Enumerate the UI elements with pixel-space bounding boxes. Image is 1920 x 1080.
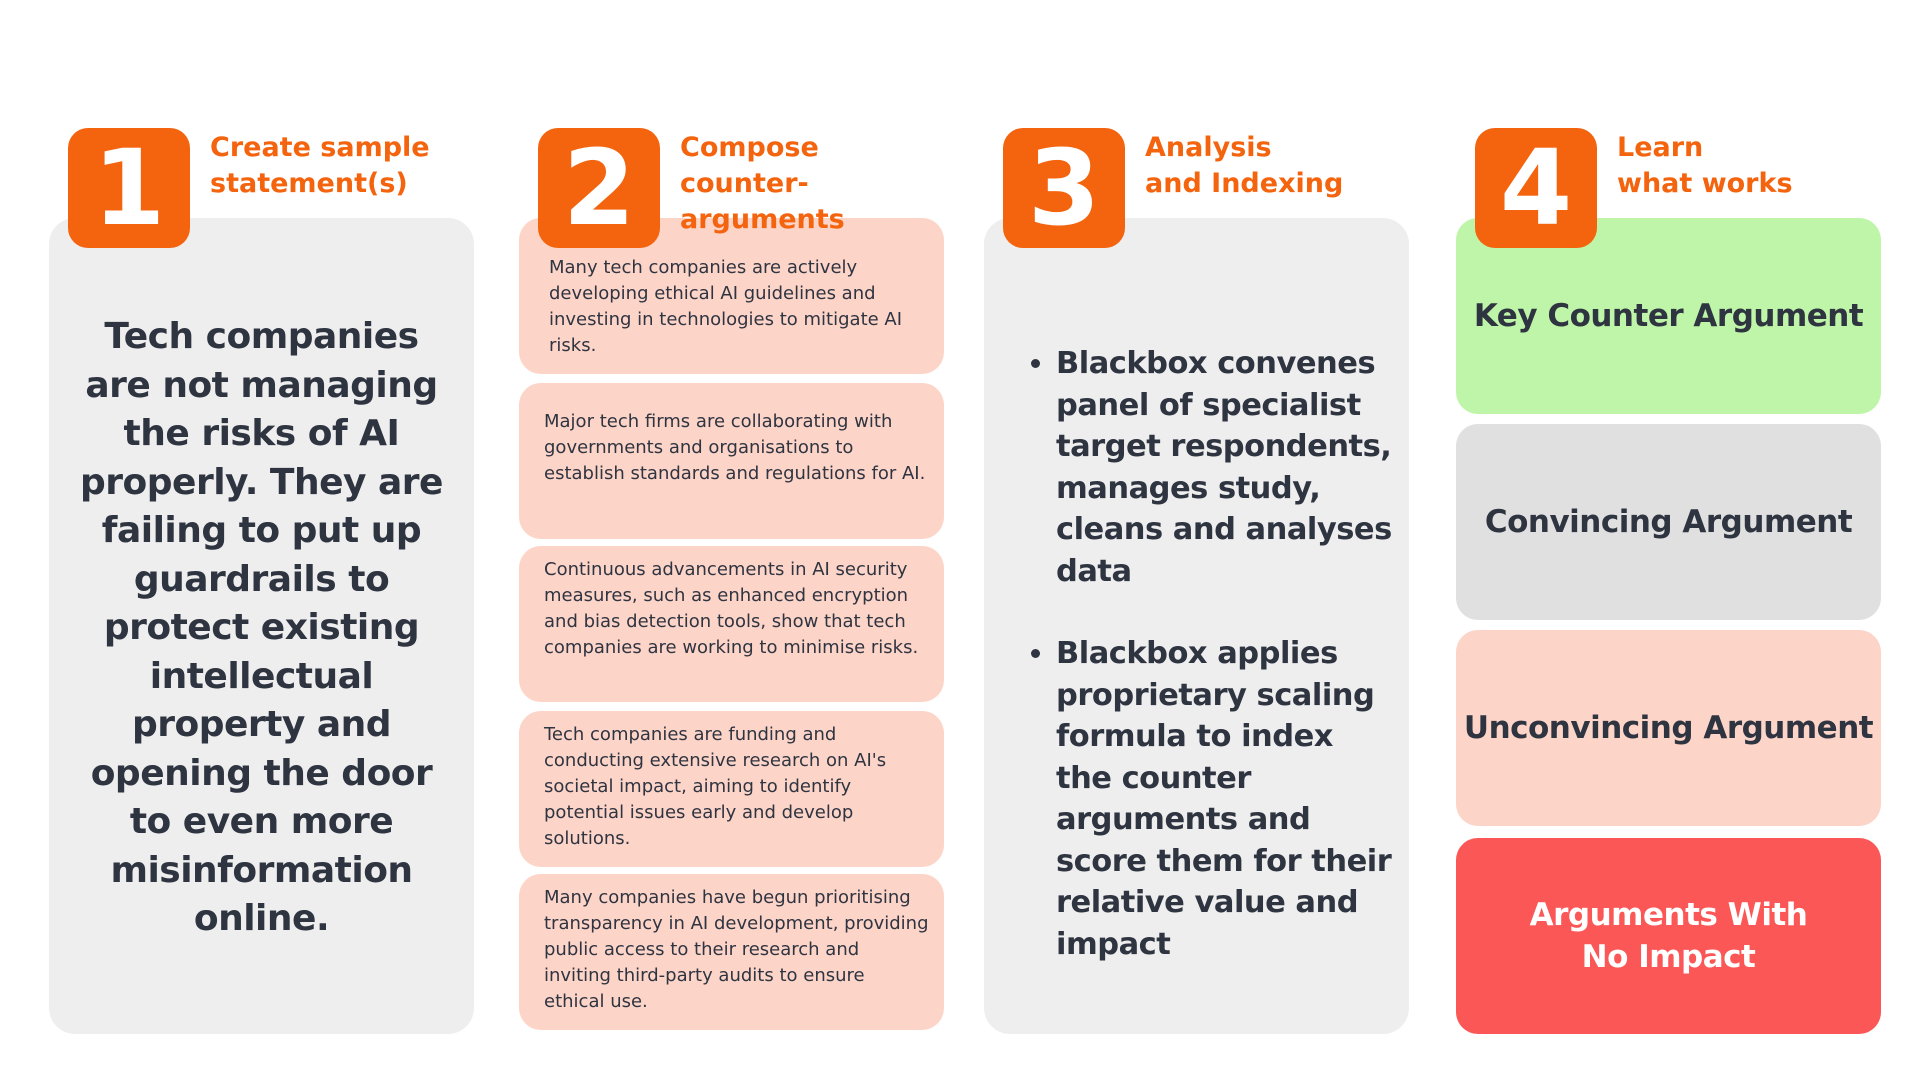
analysis-bullet: • Blackbox convenes panel of specialist target respondents, manages study, cleans and analyses data [1056,343,1395,592]
step-1-badge: 1 [68,128,190,248]
analysis-bullet: • Blackbox applies proprietary scaling formula to index the counter arguments and score them for their relative value and impact [1056,633,1395,965]
counter-argument-card: Tech companies are funding and conducting extensive research on AI's societal impact, aiming to identify potential issues early and develop solutions. [519,711,944,867]
step-3-badge: 3 [1003,128,1125,248]
analysis-bullet-list [1014,343,1395,1006]
analysis-panel [984,218,1409,1034]
counter-argument-card: Many companies have begun prioritising transparency in AI development, providing public access to their research and inviting third-party audits to ensure ethical use. [519,874,944,1030]
step-2-column [519,128,944,1034]
step-1-title: Create sample statement(s) [210,132,430,199]
statement-panel [49,218,474,1034]
outcome-unconvincing-argument: Unconvincing Argument [1456,630,1881,826]
outcome-no-impact-argument: Arguments With No Impact [1456,838,1881,1034]
sample-statement: Tech companies are not managing the risks of AI properly. They are failing to put up guardrails to protect existing intellectual property and opening the door to even more misinformation online. [80,316,443,939]
counter-argument-card: Many tech companies are actively developing ethical AI guidelines and investing in technologies to mitigate AI risks. [519,218,944,374]
counter-argument-card: Major tech firms are collaborating with governments and organisations to establish standards and regulations for AI. [519,383,944,539]
step-1-column [49,128,474,1034]
step-3-title: Analysis and Indexing [1145,132,1344,199]
step-2-badge: 2 [538,128,660,248]
step-4-title: Learn what works [1617,132,1793,199]
counter-argument-card: Continuous advancements in AI security measures, such as enhanced encryption and bias detection tools, show that tech companies are working to minimise risks. [519,546,944,702]
outcome-convincing-argument: Convincing Argument [1456,424,1881,620]
step-4-badge: 4 [1475,128,1597,248]
step-2-title: Compose counter- arguments [680,132,845,235]
step-4-column [1456,128,1881,1034]
step-3-column [984,128,1409,1034]
outcome-key-counter-argument: Key Counter Argument [1456,218,1881,414]
